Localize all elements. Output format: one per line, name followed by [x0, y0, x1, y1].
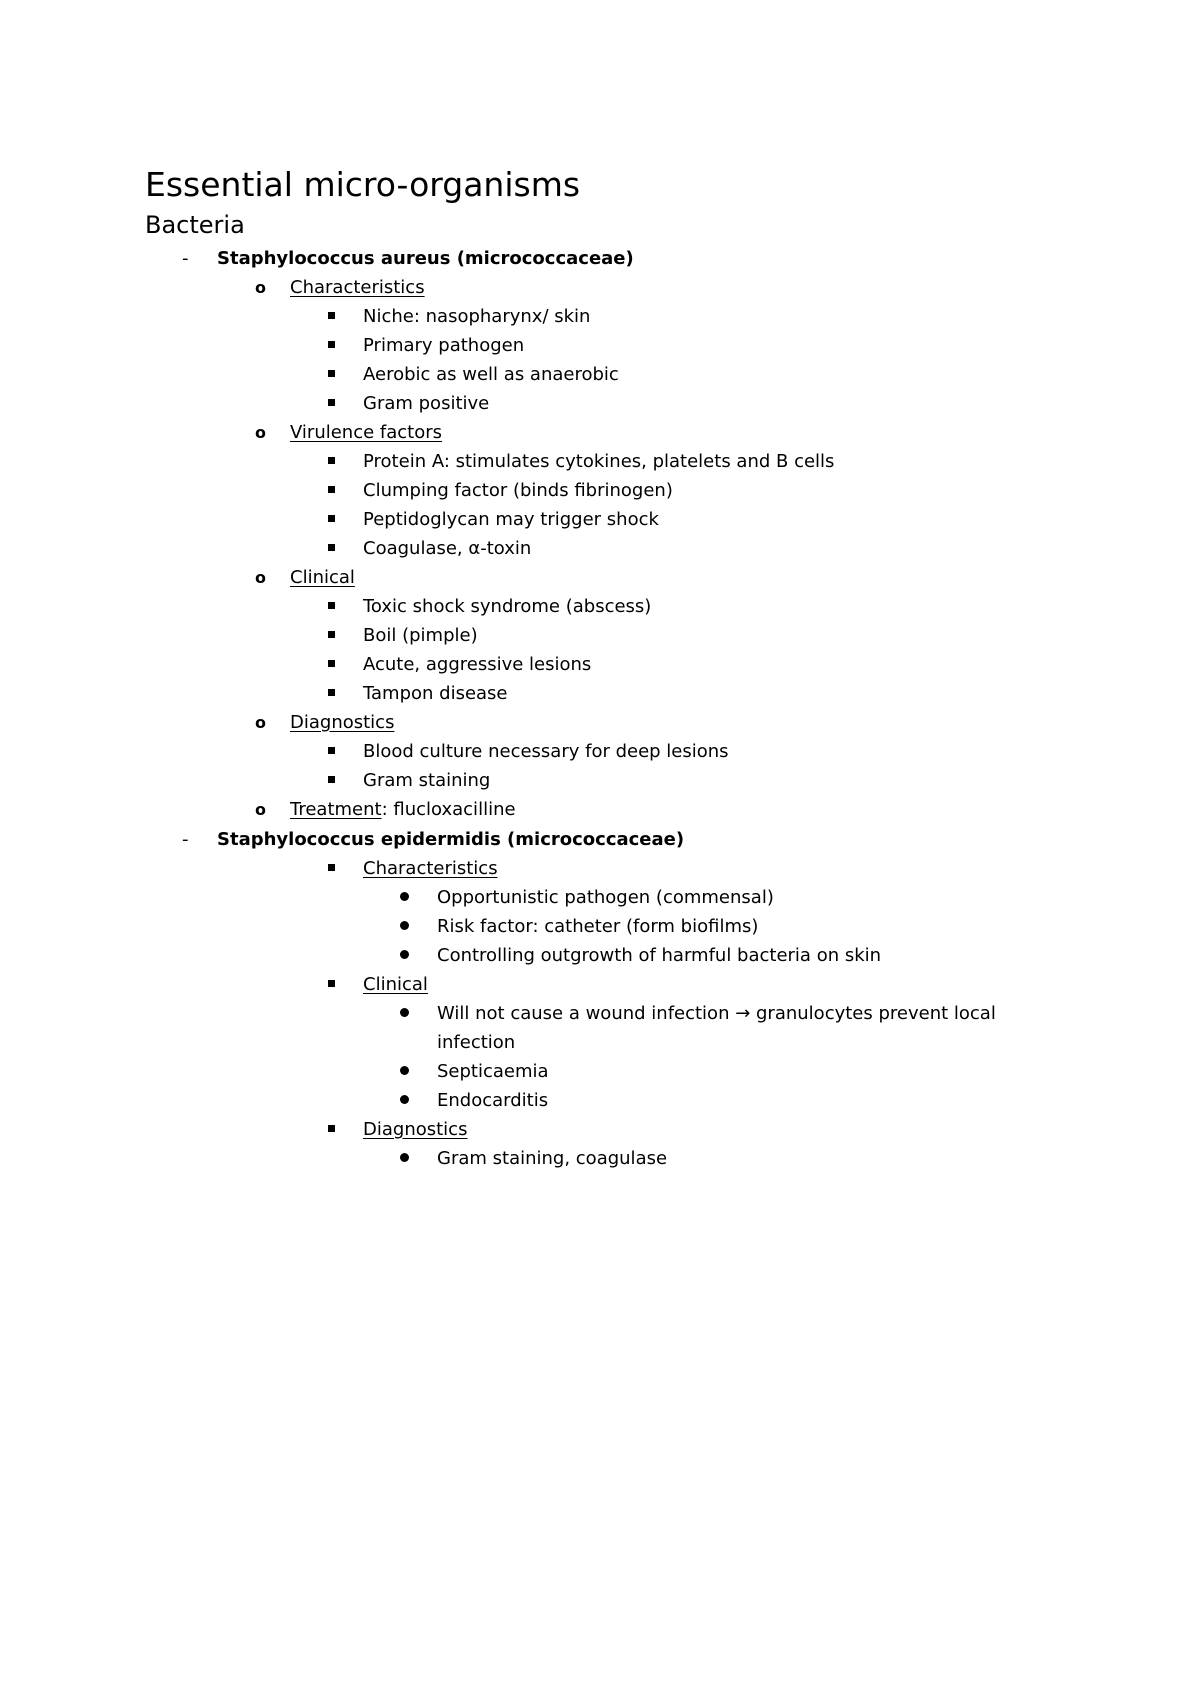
square-bullet: [328, 302, 348, 331]
item-text: Blood culture necessary for deep lesions: [363, 741, 729, 762]
item-text-continuation: infection: [437, 1032, 516, 1053]
square-bullet: [328, 650, 348, 679]
item-text: Endocarditis: [437, 1090, 549, 1111]
round-bullet: [400, 999, 420, 1028]
subheading-treatment: Treatment: [290, 799, 382, 820]
item-text: Gram positive: [363, 393, 490, 414]
square-bullet: [328, 331, 348, 360]
circle-bullet: o: [255, 423, 266, 442]
item-text: Risk factor: catheter (form biofilms): [437, 916, 759, 937]
circle-bullet: o: [255, 800, 266, 819]
circle-bullet: o: [255, 713, 266, 732]
square-bullet: [328, 679, 348, 708]
square-bullet: [328, 592, 348, 621]
subheading-clinical: Clinical: [290, 567, 355, 588]
square-bullet: [328, 854, 348, 883]
item-text: Boil (pimple): [363, 625, 478, 646]
round-bullet: [400, 1086, 420, 1115]
item-text: Coagulase, α-toxin: [363, 538, 532, 559]
square-bullet: [328, 389, 348, 418]
section-heading-bacteria: Bacteria: [145, 211, 245, 239]
item-text: Primary pathogen: [363, 335, 525, 356]
item-text: Controlling outgrowth of harmful bacteria on skin: [437, 945, 882, 966]
square-bullet: [328, 447, 348, 476]
item-text: Acute, aggressive lesions: [363, 654, 592, 675]
treatment-value: : flucloxacilline: [381, 799, 516, 820]
item-text: Gram staining, coagulase: [437, 1148, 668, 1169]
subheading-characteristics: Characteristics: [290, 277, 425, 298]
square-bullet: [328, 737, 348, 766]
item-text: Opportunistic pathogen (commensal): [437, 887, 774, 908]
round-bullet: [400, 912, 420, 941]
round-bullet: [400, 883, 420, 912]
circle-bullet: o: [255, 278, 266, 297]
square-bullet: [328, 621, 348, 650]
item-text: Septicaemia: [437, 1061, 549, 1082]
dash-bullet: -: [182, 829, 189, 850]
square-bullet: [328, 476, 348, 505]
document-title: Essential micro-organisms: [145, 165, 581, 204]
square-bullet: [328, 1115, 348, 1144]
round-bullet: [400, 1144, 420, 1173]
subheading-clinical: Clinical: [363, 974, 428, 995]
subheading-diagnostics: Diagnostics: [363, 1119, 468, 1140]
square-bullet: [328, 766, 348, 795]
item-text: Clumping factor (binds fibrinogen): [363, 480, 673, 501]
item-text: Aerobic as well as anaerobic: [363, 364, 619, 385]
treatment-line: [290, 795, 516, 824]
item-text: Peptidoglycan may trigger shock: [363, 509, 659, 530]
item-text: Niche: nasopharynx/ skin: [363, 306, 591, 327]
item-text: Toxic shock syndrome (abscess): [363, 596, 652, 617]
subheading-virulence-factors: Virulence factors: [290, 422, 443, 443]
item-text: Protein A: stimulates cytokines, platelets and B cells: [363, 451, 835, 472]
square-bullet: [328, 360, 348, 389]
subheading-diagnostics: Diagnostics: [290, 712, 395, 733]
square-bullet: [328, 534, 348, 563]
subheading-characteristics: Characteristics: [363, 858, 498, 879]
item-text: Gram staining: [363, 770, 491, 791]
item-text: Tampon disease: [363, 683, 508, 704]
square-bullet: [328, 970, 348, 999]
circle-bullet: o: [255, 568, 266, 587]
dash-bullet: -: [182, 248, 189, 269]
organism-heading: Staphylococcus epidermidis (micrococcaceae): [217, 829, 685, 850]
round-bullet: [400, 1057, 420, 1086]
organism-heading: Staphylococcus aureus (micrococcaceae): [217, 248, 634, 269]
square-bullet: [328, 505, 348, 534]
round-bullet: [400, 941, 420, 970]
item-text: Will not cause a wound infection → granulocytes prevent local: [437, 1003, 996, 1024]
